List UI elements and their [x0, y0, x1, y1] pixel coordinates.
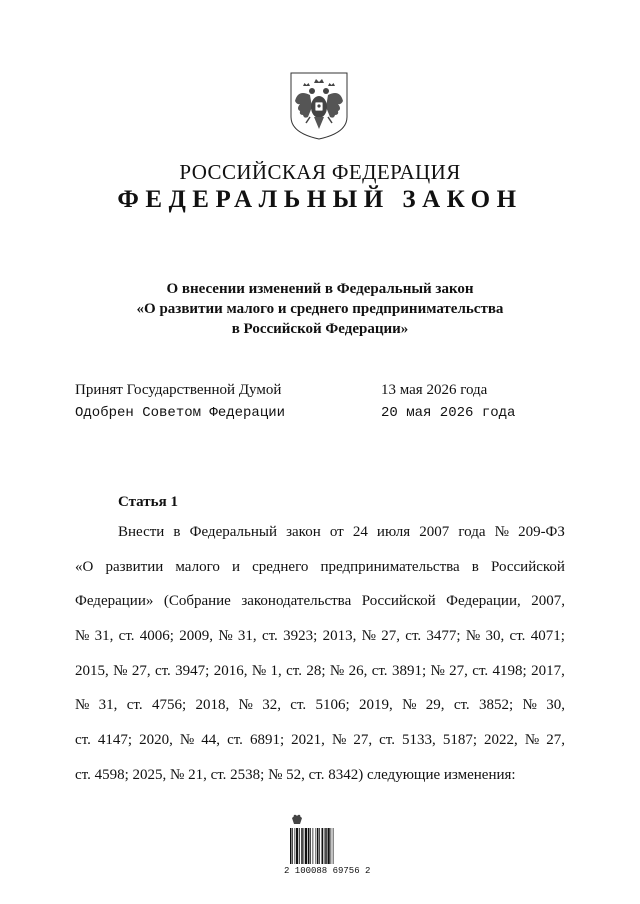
word: 29, [425, 697, 445, 714]
word: 2021, [291, 732, 325, 749]
word: в [173, 524, 181, 540]
small-emblem-icon [290, 812, 304, 826]
word: 5187; [442, 732, 477, 749]
word: 32, [262, 697, 281, 714]
approved-label: Одобрен Советом Федерации [75, 405, 286, 421]
word: 31, [237, 628, 257, 645]
article-body-line [75, 628, 565, 663]
word: (Собрание [163, 593, 231, 610]
word: 27, [546, 732, 565, 749]
word: среднего [252, 558, 309, 575]
word: № [465, 628, 481, 645]
barcode-bar [324, 828, 325, 864]
word: развитии [105, 558, 164, 575]
word: 31, [94, 628, 114, 645]
article-body-line [75, 559, 565, 594]
word: ст. [371, 662, 388, 679]
barcode-bar [308, 828, 310, 864]
word: малого [175, 558, 220, 575]
word: 2018, [195, 697, 230, 714]
word: ст. [126, 697, 143, 714]
word: Российской [491, 558, 565, 575]
barcode-bar [310, 828, 311, 864]
law-title-line: в Российской Федерации» [231, 321, 409, 337]
word: 28; [306, 662, 326, 679]
adopted-label: Принят Государственной Думой [75, 382, 282, 398]
word: 3947; [175, 662, 210, 679]
word: № [113, 662, 128, 679]
word: 5106; [315, 697, 350, 714]
word: ст. [261, 628, 278, 645]
article-body-line: ст. 4598; 2025, № 21, ст. 2538; № 52, ст. 8342) следующие изменения: [75, 766, 516, 783]
article-heading: Статья 1 [118, 494, 178, 510]
word: 2007 [419, 524, 450, 540]
word: 30, [546, 697, 565, 714]
word: № [75, 628, 90, 645]
barcode-bar [325, 828, 327, 864]
article-body-line [75, 697, 565, 732]
word: ст. [472, 662, 489, 679]
word: 6891; [249, 732, 285, 749]
article-body [75, 524, 565, 802]
word: Внести [118, 524, 165, 540]
barcode-bar [296, 828, 298, 864]
adopted-date: 13 мая 2026 года [381, 382, 488, 398]
barcode-digits: 2 100088 69756 2 [284, 866, 371, 876]
word: Федеральный [189, 524, 277, 540]
barcode-bar [299, 828, 300, 864]
word: 209-ФЗ [518, 524, 565, 540]
adoption-row-council [75, 405, 575, 427]
word: 27, [449, 662, 468, 679]
country-name: РОССИЙСКАЯ ФЕДЕРАЦИЯ [179, 160, 461, 184]
word: 31, [98, 697, 118, 714]
word: 4071; [530, 628, 565, 645]
word: предпринимательства [320, 558, 460, 575]
word: № [331, 732, 347, 749]
barcode-bar [333, 828, 334, 864]
word: 2016, [213, 662, 248, 679]
word: 2009, [179, 628, 214, 645]
adoption-row-duma [75, 382, 575, 404]
barcode-bar [313, 828, 314, 864]
word: 4147; [97, 732, 133, 749]
word: № [238, 697, 253, 714]
word: ст. [154, 662, 171, 679]
word: 5133, [402, 732, 436, 749]
word: ст. [290, 697, 307, 714]
barcode-bar [322, 828, 324, 864]
word: 1, [270, 662, 282, 679]
word: № [179, 732, 195, 749]
barcode-bar [290, 828, 292, 864]
word: 2017, [531, 662, 565, 679]
barcode-bar [292, 828, 293, 864]
word: ст. [453, 697, 470, 714]
article-body-line [75, 732, 565, 767]
word: и [231, 558, 241, 575]
word: 4756; [151, 697, 187, 714]
word: Федерации, [446, 593, 521, 610]
article-body-line [75, 593, 565, 628]
word: 3852; [479, 697, 514, 714]
approved-date: 20 мая 2026 года [381, 405, 516, 421]
word: № [251, 662, 267, 679]
word: 2020, [139, 732, 173, 749]
barcode-bar [295, 828, 296, 864]
barcode-bar [319, 828, 320, 864]
document-barcode [284, 812, 371, 884]
word: Федерации» [75, 593, 154, 610]
word: «О [75, 558, 94, 575]
word: ст. [75, 732, 91, 749]
law-title-line: «О развитии малого и среднего предпринимательства [136, 301, 504, 317]
coat-of-arms-icon [288, 71, 350, 141]
barcode-bar [301, 828, 303, 864]
word: 27, [353, 732, 373, 749]
coat-of-arms-graphic [288, 71, 350, 141]
word: 2019, [359, 697, 393, 714]
barcode-bar [304, 828, 305, 864]
word: 27, [131, 662, 151, 679]
word: 4198; [492, 662, 527, 679]
word: 30, [485, 628, 505, 645]
word: № [75, 697, 90, 714]
article-body-line [75, 663, 565, 698]
word: 2022, [484, 732, 518, 749]
word: № [430, 662, 445, 679]
word: 2007, [531, 593, 565, 610]
barcode-bar [328, 828, 330, 864]
law-title-line: О внесении изменений в Федеральный закон [166, 281, 474, 297]
word: № [402, 697, 417, 714]
word: 3923; [283, 628, 318, 645]
word: ст. [286, 662, 302, 679]
word: № [524, 732, 540, 749]
word: июля [376, 524, 411, 540]
word: закон [286, 524, 321, 540]
word: 3477; [426, 628, 461, 645]
word: 3891; [391, 662, 427, 679]
word: № [329, 662, 345, 679]
word: ст. [405, 628, 422, 645]
word: ст. [118, 628, 135, 645]
word: года [458, 524, 486, 540]
word: № [218, 628, 233, 645]
word: 24 [352, 524, 368, 540]
law-title [0, 279, 640, 339]
word: от [329, 524, 344, 540]
barcode-bar [305, 828, 307, 864]
word: Российской [361, 593, 436, 610]
word: № [494, 524, 509, 540]
word: ст. [509, 628, 526, 645]
word: № [522, 697, 537, 714]
word: № [361, 628, 376, 645]
document-type: ФЕДЕРАЛЬНЫЙ ЗАКОН [117, 186, 523, 213]
word: ст. [379, 732, 395, 749]
word: законодательства [241, 593, 352, 610]
article-body-line [75, 524, 565, 559]
word: 26, [348, 662, 368, 679]
word: 44, [201, 732, 221, 749]
word: 2015, [75, 662, 109, 679]
word: 4006; [139, 628, 174, 645]
barcode-bar [331, 828, 332, 864]
word: ст. [227, 732, 243, 749]
word: в [471, 558, 479, 575]
barcode-bar [317, 828, 319, 864]
barcode-bar [316, 828, 317, 864]
word: 2013, [322, 628, 357, 645]
word: 27, [381, 628, 400, 645]
barcode-bars [290, 828, 350, 864]
